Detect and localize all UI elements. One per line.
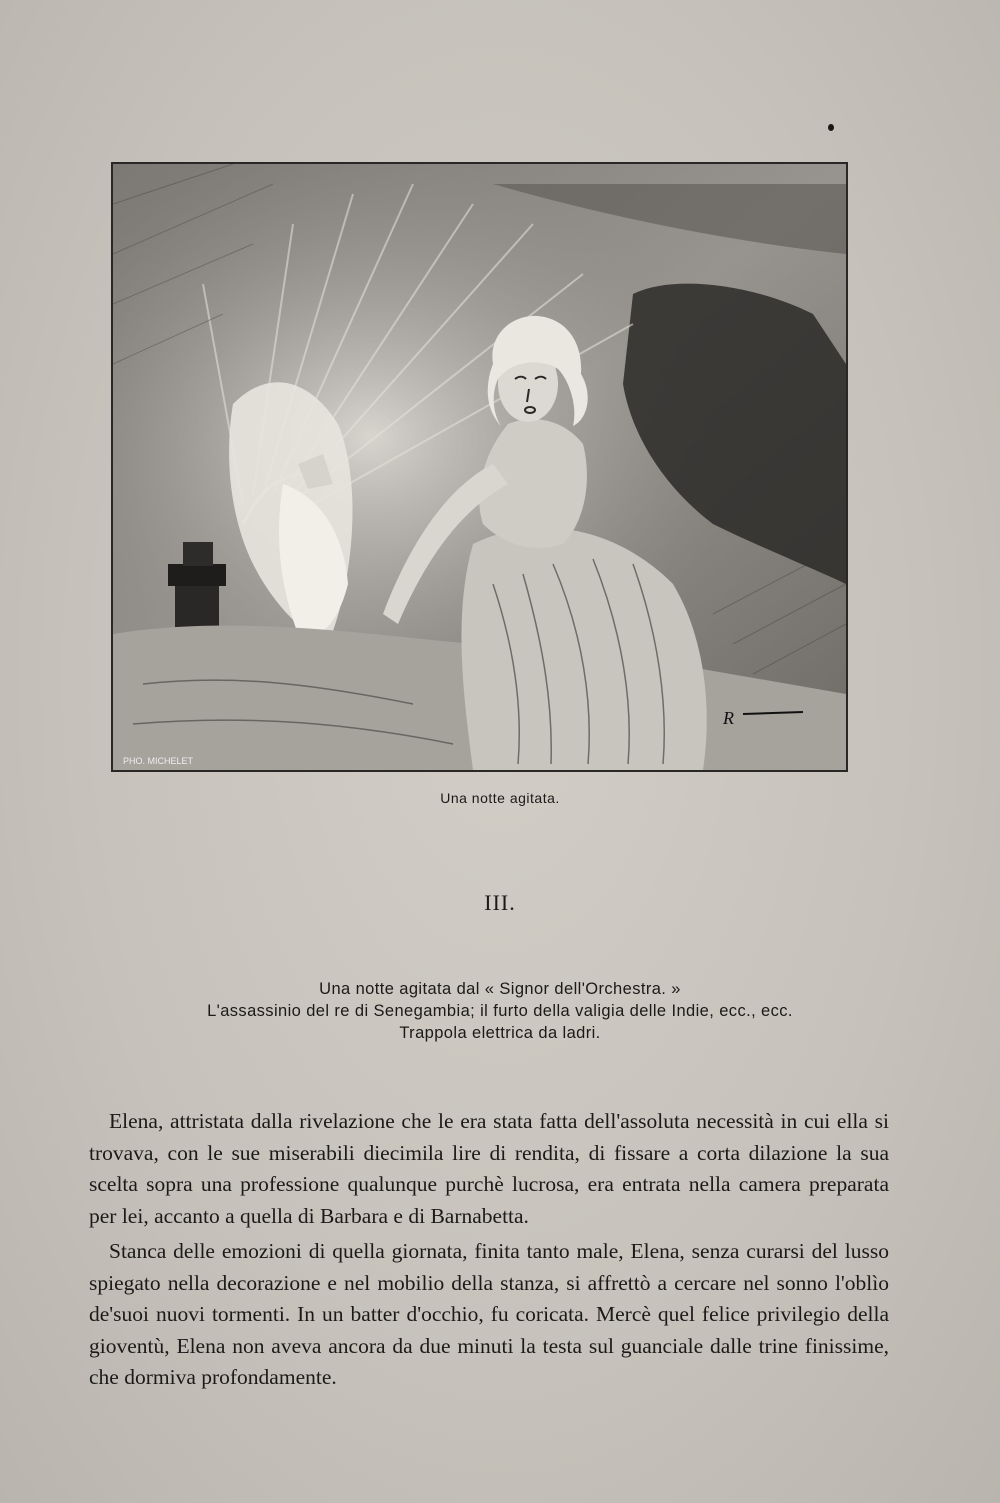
body-text xyxy=(89,1106,889,1394)
summary-line: L'assassinio del re di Senegambia; il furto della valigia delle Indie, ecc., ecc. xyxy=(207,1002,793,1020)
ink-dot xyxy=(828,124,834,131)
engraving-illustration xyxy=(111,162,848,772)
paragraph: Elena, attristata dalla rivelazione che le era stata fatta dell'assoluta necessità in cui ella si trovava, con le sue miserabili diecimila lire di rendita, di fissare a corta dilazione la sua scelta sopra una professione qualunque purchè lucrosa, era entrata nella camera preparata per lei, accanto a quella di Barbara e di Barnabetta. xyxy=(89,1109,889,1228)
chapter-number: III. xyxy=(484,890,516,915)
svg-text:R: R xyxy=(723,708,734,728)
summary-line: Trappola elettrica da ladri. xyxy=(399,1024,601,1042)
summary-line: Una notte agitata dal « Signor dell'Orchestra. » xyxy=(319,980,681,998)
woman-in-bed-engraving-icon xyxy=(113,164,846,770)
paragraph: Stanca delle emozioni di quella giornata, finita tanto male, Elena, senza curarsi del lusso spiegato nella decorazione e nel mobilio della stanza, si affrettò a cercare nel sonno l'oblìo de'suoi nuovi tormenti. In un batter d'occhio, fu coricata. Mercè quel felice privilegio della gioventù, Elena non aveva ancora da due minuti la testa sul guanciale dalle trine finissime, che dormiva profondamente. xyxy=(89,1239,889,1389)
illustration-caption: Una notte agitata. xyxy=(440,790,560,806)
svg-text:PHO. MICHELET: PHO. MICHELET xyxy=(123,756,194,766)
chapter-summary xyxy=(60,978,940,1044)
